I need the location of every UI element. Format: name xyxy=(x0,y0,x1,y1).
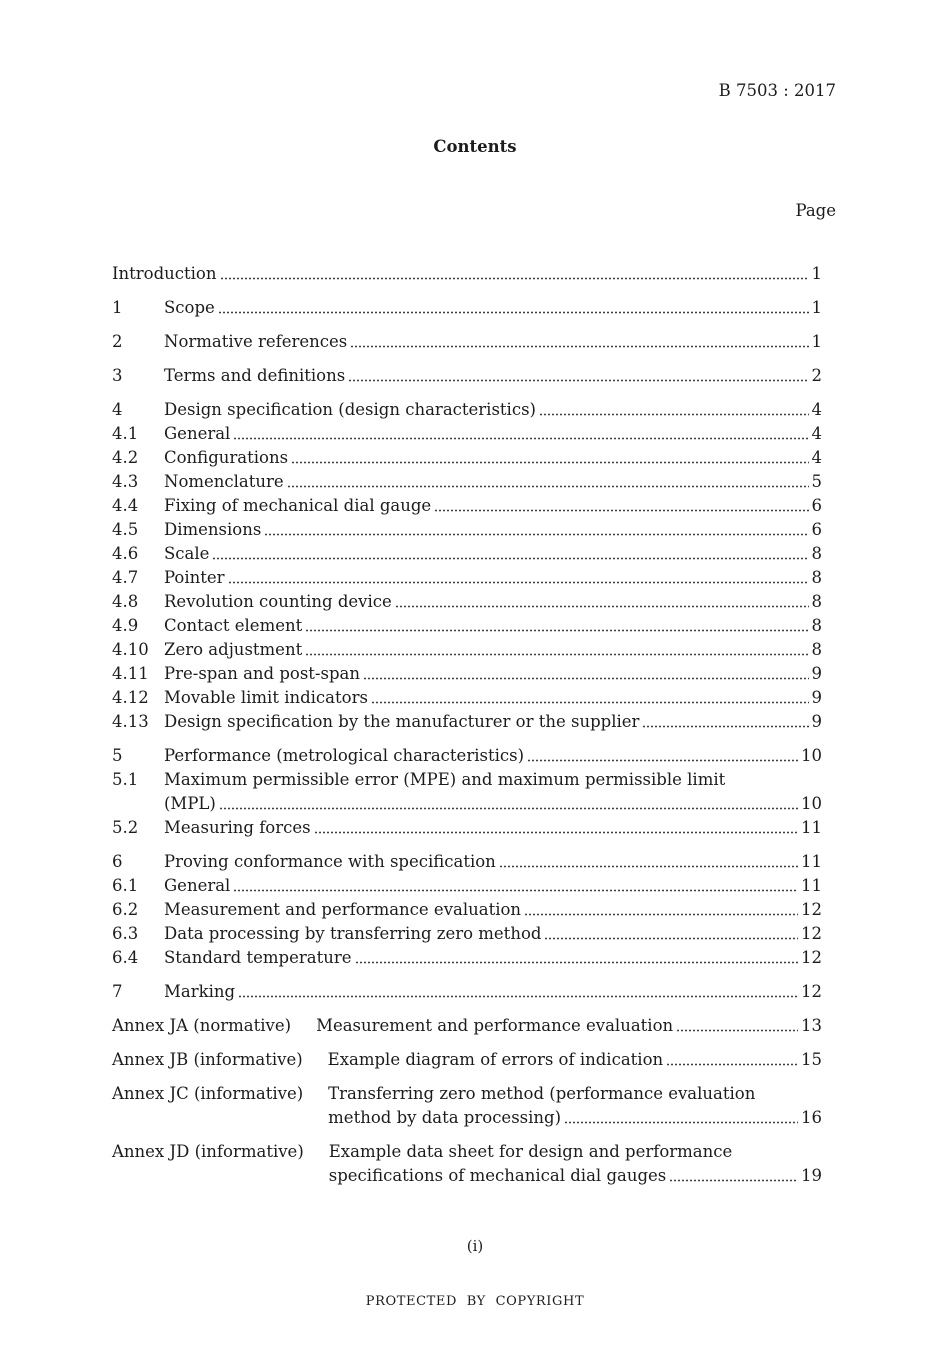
dot-leader xyxy=(212,542,808,566)
toc-entry-title: Revolution counting device xyxy=(164,592,392,611)
toc-entry xyxy=(112,710,822,734)
toc-entry-number: 4.2 xyxy=(112,448,139,467)
toc-entry xyxy=(112,494,822,518)
toc-entry-number: 4.13 xyxy=(112,712,149,731)
toc-entry-page: 5 xyxy=(811,472,822,491)
annex-title-line: specifications of mechanical dial gauges xyxy=(328,1166,667,1185)
toc-entry-number: 4.5 xyxy=(112,520,139,539)
toc-entry-title: Pre-span and post-span xyxy=(164,664,361,683)
toc-entry-title: Normative references xyxy=(164,332,348,351)
toc-entry-number: 2 xyxy=(112,332,123,351)
toc-entry-number: 7 xyxy=(112,982,123,1001)
toc-entry-number: 4.6 xyxy=(112,544,139,563)
toc-entry-title: Contact element xyxy=(164,616,303,635)
toc-entry-page: 11 xyxy=(801,818,822,837)
toc-entry-title: Scale xyxy=(164,544,210,563)
annex-title-line: method by data processing) xyxy=(328,1108,562,1127)
toc-entry-number: 6 xyxy=(112,852,123,871)
toc-entry-title: Terms and definitions xyxy=(164,366,346,385)
toc-entry xyxy=(112,566,822,590)
dot-leader xyxy=(434,494,808,518)
toc-entry xyxy=(112,816,822,840)
annex-label: Annex JC (informative) xyxy=(112,1084,304,1103)
annex-title-line: Transferring zero method (performance evaluation xyxy=(328,1084,756,1103)
dot-leader xyxy=(363,662,808,686)
toc-entry-number: 4.1 xyxy=(112,424,139,443)
annex-title: Measurement and performance evaluation xyxy=(316,1016,674,1035)
toc-entry-page: 4 xyxy=(811,448,822,467)
toc-entry-number: 6.1 xyxy=(112,876,139,895)
dot-leader xyxy=(669,1164,798,1188)
toc-entry-title: Measuring forces xyxy=(164,818,311,837)
toc-annex-entry xyxy=(112,1082,822,1130)
toc-entry-number: 6.3 xyxy=(112,924,139,943)
page-title: Contents xyxy=(433,137,517,156)
toc-entry-title: Introduction xyxy=(112,264,217,283)
toc-entry-page: 8 xyxy=(811,592,822,611)
toc-entry-title: Configurations xyxy=(164,448,289,467)
toc-entry-number: 4.11 xyxy=(112,664,149,683)
dot-leader xyxy=(539,398,809,422)
toc-entry-title: Marking xyxy=(164,982,236,1001)
toc-entry-number: 6.2 xyxy=(112,900,139,919)
toc-entry-number: 6.4 xyxy=(112,948,139,967)
toc-entry xyxy=(112,422,822,446)
toc-annex-entry xyxy=(112,1048,822,1072)
toc-entry-page: 12 xyxy=(801,924,822,943)
toc-annex-entry xyxy=(112,1140,822,1188)
dot-leader xyxy=(355,946,799,970)
toc-entry-page: 8 xyxy=(811,640,822,659)
toc-entry xyxy=(112,980,822,1004)
toc-entry xyxy=(112,850,822,874)
dot-leader xyxy=(228,566,809,590)
toc-entry-title: Movable limit indicators xyxy=(164,688,368,707)
toc-entry-number: 4.8 xyxy=(112,592,139,611)
toc-entry-title: General xyxy=(164,876,231,895)
dot-leader xyxy=(527,744,798,768)
dot-leader xyxy=(305,638,808,662)
toc-entry-page: 9 xyxy=(811,688,822,707)
dot-leader xyxy=(291,446,808,470)
dot-leader xyxy=(676,1014,798,1038)
toc-entry xyxy=(112,638,822,662)
toc-entry xyxy=(112,542,822,566)
toc-entry-number: 5.2 xyxy=(112,818,139,837)
annex-page: 13 xyxy=(801,1016,822,1035)
toc-entry-title: Standard temperature xyxy=(164,948,352,967)
toc-entry-number: 4.12 xyxy=(112,688,149,707)
dot-leader xyxy=(238,980,798,1004)
toc-entry xyxy=(112,744,822,768)
dot-leader xyxy=(564,1106,798,1130)
toc-entry-title: Proving conformance with specification xyxy=(164,852,496,871)
toc-entry-number: 4.10 xyxy=(112,640,149,659)
toc-entry-page: 9 xyxy=(811,664,822,683)
toc-entry-page: 8 xyxy=(811,616,822,635)
dot-leader xyxy=(264,518,808,542)
toc-entry-title: Measurement and performance evaluation xyxy=(164,900,522,919)
toc-entry xyxy=(112,446,822,470)
toc-entry-title: Performance (metrological characteristics) xyxy=(164,746,525,765)
toc-entry xyxy=(112,898,822,922)
toc-entry xyxy=(112,686,822,710)
toc-entry-title-line: Maximum permissible error (MPE) and maximum permissible limit xyxy=(164,770,726,789)
dot-leader xyxy=(233,422,808,446)
toc-entry-title: Dimensions xyxy=(164,520,262,539)
toc-entry-page: 4 xyxy=(811,424,822,443)
toc-entry-number: 4.7 xyxy=(112,568,139,587)
toc-entry-page: 6 xyxy=(811,496,822,515)
dot-leader xyxy=(305,614,808,638)
annex-page: 15 xyxy=(801,1050,822,1069)
toc-entry-page: 4 xyxy=(811,400,822,419)
annex-label: Annex JA (normative) xyxy=(112,1016,292,1035)
toc-entry-page: 6 xyxy=(811,520,822,539)
page-number: (i) xyxy=(466,1237,484,1255)
dot-leader xyxy=(395,590,809,614)
toc-entry-title: Pointer xyxy=(164,568,225,587)
page-column-label: Page xyxy=(795,201,836,220)
toc-entry-page: 1 xyxy=(811,264,822,283)
toc-entry-number: 4.3 xyxy=(112,472,139,491)
dot-leader xyxy=(350,330,808,354)
dot-leader xyxy=(544,922,798,946)
toc-entry xyxy=(112,922,822,946)
toc-entry-number: 1 xyxy=(112,298,123,317)
toc-entry-number: 4.9 xyxy=(112,616,139,635)
copyright-notice: PROTECTED BY COPYRIGHT xyxy=(365,1294,585,1309)
toc-entry xyxy=(112,614,822,638)
dot-leader xyxy=(218,296,809,320)
dot-leader xyxy=(348,364,808,388)
dot-leader xyxy=(287,470,809,494)
toc-entry xyxy=(112,662,822,686)
dot-leader xyxy=(524,898,798,922)
toc-entry-page: 10 xyxy=(801,746,822,765)
toc-entry-page: 12 xyxy=(801,900,822,919)
toc-entry xyxy=(112,398,822,422)
toc-entry xyxy=(112,364,822,388)
toc-entry-title: Nomenclature xyxy=(164,472,284,491)
dot-leader xyxy=(642,710,808,734)
toc-entry-title-line: (MPL) xyxy=(164,794,216,813)
annex-page: 16 xyxy=(801,1108,822,1127)
toc-entry xyxy=(112,330,822,354)
toc-entry xyxy=(112,946,822,970)
toc-entry-title: Zero adjustment xyxy=(164,640,303,659)
toc-entry-page: 12 xyxy=(801,948,822,967)
toc-entry xyxy=(112,470,822,494)
dot-leader xyxy=(499,850,798,874)
toc-entry-page: 12 xyxy=(801,982,822,1001)
toc-entry-page: 2 xyxy=(811,366,822,385)
toc-entry-page: 10 xyxy=(801,794,822,813)
table-of-contents xyxy=(112,262,822,1188)
toc-entry-title: Design specification by the manufacturer or the supplier xyxy=(164,712,640,731)
dot-leader xyxy=(666,1048,798,1072)
toc-entry-number: 5 xyxy=(112,746,123,765)
toc-entry-number: 3 xyxy=(112,366,123,385)
dot-leader xyxy=(314,816,798,840)
annex-label: Annex JB (informative) xyxy=(112,1050,303,1069)
toc-entry-number: 5.1 xyxy=(112,770,139,789)
toc-entry-page: 1 xyxy=(811,298,822,317)
toc-entry-title: Design specification (design characteristics) xyxy=(164,400,536,419)
toc-entry-number: 4.4 xyxy=(112,496,139,515)
annex-page: 19 xyxy=(801,1166,822,1185)
toc-entry-title: General xyxy=(164,424,231,443)
toc-entry-page: 8 xyxy=(811,568,822,587)
toc-entry xyxy=(112,874,822,898)
toc-entry-page: 9 xyxy=(811,712,822,731)
toc-entry xyxy=(112,768,822,816)
dot-leader xyxy=(371,686,809,710)
dot-leader xyxy=(220,262,809,286)
toc-annex-entry xyxy=(112,1014,822,1038)
annex-title-line: Example data sheet for design and performance xyxy=(328,1142,733,1161)
toc-entry xyxy=(112,262,822,286)
toc-entry xyxy=(112,518,822,542)
annex-title: Example diagram of errors of indication xyxy=(327,1050,664,1069)
toc-entry-title: Scope xyxy=(164,298,215,317)
toc-entry-page: 11 xyxy=(801,852,822,871)
annex-label: Annex JD (informative) xyxy=(112,1142,304,1161)
toc-entry-page: 1 xyxy=(811,332,822,351)
toc-entry-title: Data processing by transferring zero method xyxy=(164,924,542,943)
dot-leader xyxy=(233,874,798,898)
toc-entry xyxy=(112,590,822,614)
toc-entry-number: 4 xyxy=(112,400,123,419)
toc-entry-page: 8 xyxy=(811,544,822,563)
dot-leader xyxy=(219,792,798,816)
standard-number: B 7503 : 2017 xyxy=(718,81,836,100)
toc-entry xyxy=(112,296,822,320)
toc-entry-title: Fixing of mechanical dial gauge xyxy=(164,496,432,515)
toc-entry-page: 11 xyxy=(801,876,822,895)
